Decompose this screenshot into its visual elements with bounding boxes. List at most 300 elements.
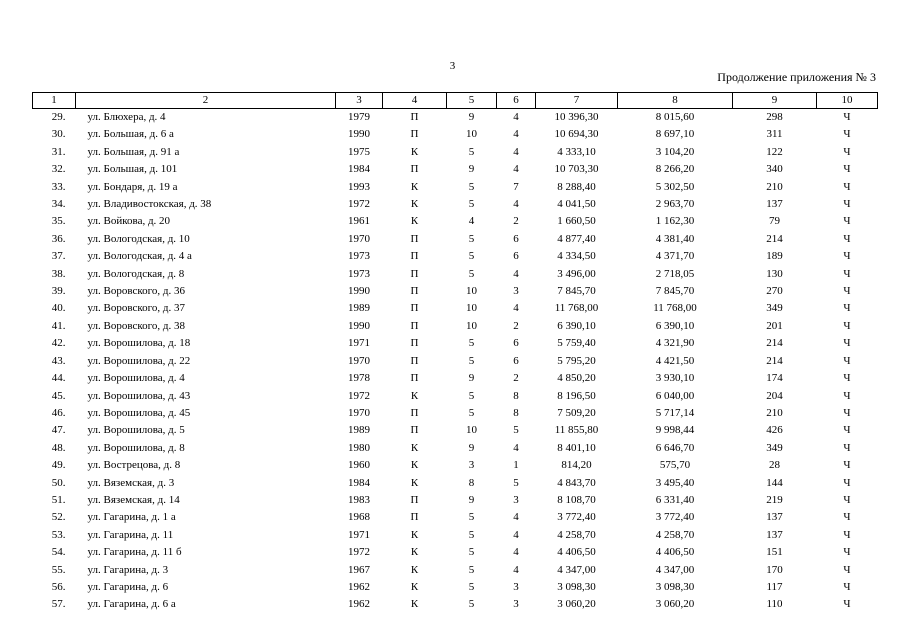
wall-type-cell: П	[410, 128, 419, 141]
table-row	[33, 509, 878, 526]
living-area-cell: 11 768,00	[653, 302, 697, 315]
living-area-cell: 3 098,30	[655, 580, 695, 593]
floors-cell: 5	[468, 406, 475, 419]
header-row	[33, 93, 878, 109]
living-area-cell: 7 845,70	[655, 285, 695, 298]
category-cell: Ч	[843, 128, 851, 141]
living-area-cell: 4 321,90	[655, 337, 695, 350]
build-year-cell: 1970	[348, 354, 370, 367]
residents-cell: 219	[766, 493, 783, 506]
address-cell: ул. Гагарина, д. 11	[87, 528, 174, 541]
entrances-cell: 6	[513, 232, 519, 245]
entrances-cell: 6	[513, 250, 519, 263]
col-header: 10	[817, 93, 878, 109]
build-year-cell: 1978	[348, 372, 370, 385]
build-year-cell: 1980	[348, 441, 370, 454]
row-number-cell: 51.	[51, 493, 66, 506]
col-header: 6	[497, 93, 536, 109]
table-row	[33, 388, 878, 405]
row-number-cell: 38.	[51, 267, 66, 280]
living-area-cell: 6 040,00	[655, 389, 695, 402]
residents-cell: 214	[766, 337, 783, 350]
floors-cell: 5	[468, 145, 475, 158]
total-area-cell: 4 850,20	[557, 372, 596, 385]
address-cell: ул. Ворошилова, д. 8	[87, 441, 185, 454]
entrances-cell: 3	[513, 493, 519, 506]
wall-type-cell: П	[410, 406, 419, 419]
floors-cell: 5	[468, 528, 475, 541]
residents-cell: 137	[766, 198, 783, 211]
wall-type-cell: К	[410, 598, 419, 611]
build-year-cell: 1967	[348, 563, 370, 576]
floors-cell: 5	[468, 546, 475, 559]
living-area-cell: 4 347,00	[655, 563, 695, 576]
total-area-cell: 4 334,50	[557, 250, 596, 263]
address-cell: ул. Вологодская, д. 8	[87, 267, 185, 280]
total-area-cell: 3 772,40	[557, 511, 596, 524]
wall-type-cell: К	[410, 476, 419, 489]
entrances-cell: 4	[513, 163, 519, 176]
category-cell: Ч	[843, 493, 851, 506]
address-cell: ул. Владивостокская, д. 38	[87, 198, 212, 211]
row-number-cell: 37.	[51, 250, 66, 263]
continuation-title: Продолжение приложения № 3	[717, 70, 876, 84]
table-row	[33, 544, 878, 561]
wall-type-cell: К	[410, 215, 419, 228]
total-area-cell: 5 795,20	[557, 354, 596, 367]
floors-cell: 5	[468, 337, 475, 350]
table-row	[33, 422, 878, 439]
table-row	[33, 440, 878, 457]
address-cell: ул. Гагарина, д. 1 а	[87, 511, 176, 524]
table-row	[33, 126, 878, 143]
row-number-cell: 40.	[51, 302, 66, 315]
wall-type-cell: К	[410, 459, 419, 472]
address-cell: ул. Ворошилова, д. 4	[87, 372, 185, 385]
entrances-cell: 7	[513, 180, 519, 193]
residents-cell: 349	[766, 302, 783, 315]
residents-cell: 117	[766, 580, 783, 593]
build-year-cell: 1971	[348, 337, 370, 350]
total-area-cell: 8 401,10	[557, 441, 596, 454]
total-area-cell: 11 768,00	[554, 302, 599, 315]
total-area-cell: 3 496,00	[557, 267, 596, 280]
build-year-cell: 1961	[348, 215, 370, 228]
address-cell: ул. Вострецова, д. 8	[87, 459, 181, 472]
category-cell: Ч	[843, 511, 851, 524]
row-number-cell: 43.	[51, 354, 66, 367]
address-cell: ул. Бондаря, д. 19 а	[87, 180, 178, 193]
build-year-cell: 1960	[348, 459, 370, 472]
row-number-cell: 44.	[51, 372, 66, 385]
category-cell: Ч	[843, 337, 851, 350]
entrances-cell: 2	[513, 215, 519, 228]
row-number-cell: 45.	[51, 389, 66, 402]
residents-cell: 270	[766, 285, 783, 298]
address-cell: ул. Вологодская, д. 10	[87, 232, 190, 245]
category-cell: Ч	[843, 180, 851, 193]
residents-cell: 210	[766, 406, 783, 419]
build-year-cell: 1970	[348, 232, 370, 245]
total-area-cell: 11 855,80	[554, 424, 599, 437]
table-row	[33, 248, 878, 265]
row-number-cell: 30.	[51, 128, 66, 141]
row-number-cell: 47.	[51, 424, 66, 437]
total-area-cell: 7 509,20	[557, 406, 596, 419]
entrances-cell: 3	[513, 598, 519, 611]
address-cell: ул. Блюхера, д. 4	[87, 111, 166, 123]
row-number-cell: 35.	[51, 215, 66, 228]
total-area-cell: 4 333,10	[557, 145, 596, 158]
wall-type-cell: П	[410, 493, 419, 506]
col-header: 1	[33, 93, 76, 109]
table-row	[33, 161, 878, 178]
living-area-cell: 2 963,70	[655, 198, 695, 211]
address-cell: ул. Воровского, д. 36	[87, 285, 185, 298]
floors-cell: 9	[468, 372, 475, 385]
row-number-cell: 42.	[51, 337, 66, 350]
wall-type-cell: К	[410, 389, 419, 402]
table-row	[33, 527, 878, 544]
row-number-cell: 39.	[51, 285, 66, 298]
residents-cell: 210	[766, 180, 783, 193]
living-area-cell: 4 381,40	[655, 232, 695, 245]
entrances-cell: 2	[513, 319, 519, 332]
row-number-cell: 36.	[51, 232, 66, 245]
residents-cell: 122	[766, 145, 783, 158]
floors-cell: 9	[468, 493, 475, 506]
table-row	[33, 266, 878, 283]
floors-cell: 9	[468, 441, 475, 454]
table-row	[33, 196, 878, 213]
floors-cell: 5	[468, 250, 475, 263]
col-header: 4	[383, 93, 447, 109]
total-area-cell: 4 843,70	[557, 476, 596, 489]
entrances-cell: 6	[513, 337, 519, 350]
total-area-cell: 8 196,50	[557, 389, 596, 402]
total-area-cell: 5 759,40	[557, 337, 596, 350]
entrances-cell: 6	[513, 354, 519, 367]
row-number-cell: 33.	[51, 180, 66, 193]
category-cell: Ч	[843, 198, 851, 211]
build-year-cell: 1979	[348, 111, 370, 123]
page-number: 3	[449, 60, 456, 72]
address-cell: ул. Войкова, д. 20	[87, 215, 171, 228]
row-number-cell: 46.	[51, 406, 66, 419]
residents-cell: 298	[766, 111, 783, 123]
build-year-cell: 1962	[348, 598, 370, 611]
category-cell: Ч	[843, 580, 851, 593]
living-area-cell: 1 162,30	[655, 215, 695, 228]
living-area-cell: 3 495,40	[655, 476, 695, 489]
total-area-cell: 10 703,30	[554, 163, 599, 176]
living-area-cell: 4 406,50	[655, 546, 695, 559]
table-row	[33, 144, 878, 161]
category-cell: Ч	[843, 476, 851, 489]
living-area-cell: 6 390,10	[655, 319, 695, 332]
residents-cell: 349	[766, 441, 783, 454]
category-cell: Ч	[843, 354, 851, 367]
floors-cell: 5	[468, 511, 475, 524]
entrances-cell: 4	[513, 128, 519, 141]
residents-cell: 201	[766, 319, 783, 332]
build-year-cell: 1989	[348, 302, 370, 315]
category-cell: Ч	[843, 267, 851, 280]
row-number-cell: 52.	[51, 511, 66, 524]
living-area-cell: 575,70	[659, 459, 691, 472]
floors-cell: 3	[468, 459, 475, 472]
floors-cell: 5	[468, 598, 475, 611]
table-row	[33, 179, 878, 196]
residents-cell: 137	[766, 511, 783, 524]
address-cell: ул. Вяземская, д. 3	[87, 476, 175, 489]
entrances-cell: 1	[513, 459, 519, 472]
category-cell: Ч	[843, 424, 851, 437]
category-cell: Ч	[843, 250, 851, 263]
total-area-cell: 8 288,40	[557, 180, 596, 193]
entrances-cell: 4	[513, 563, 519, 576]
category-cell: Ч	[843, 406, 851, 419]
table-body	[33, 109, 878, 614]
living-area-cell: 3 772,40	[655, 511, 695, 524]
build-year-cell: 1962	[348, 580, 370, 593]
col-header: 2	[76, 93, 336, 109]
floors-cell: 10	[466, 424, 477, 437]
table-row	[33, 475, 878, 492]
build-year-cell: 1990	[348, 319, 370, 332]
wall-type-cell: К	[410, 580, 419, 593]
category-cell: Ч	[843, 163, 851, 176]
residents-cell: 144	[766, 476, 783, 489]
floors-cell: 9	[468, 163, 475, 176]
table-row	[33, 213, 878, 230]
total-area-cell: 1 660,50	[557, 215, 596, 228]
residents-cell: 28	[769, 459, 780, 472]
row-number-cell: 32.	[51, 163, 66, 176]
category-cell: Ч	[843, 441, 851, 454]
wall-type-cell: П	[410, 302, 419, 315]
living-area-cell: 5 302,50	[655, 180, 695, 193]
table-row	[33, 405, 878, 422]
row-number-cell: 49.	[51, 459, 66, 472]
residents-cell: 79	[769, 215, 780, 228]
category-cell: Ч	[843, 546, 851, 559]
living-area-cell: 8 266,20	[655, 163, 695, 176]
category-cell: Ч	[843, 232, 851, 245]
wall-type-cell: П	[410, 319, 419, 332]
total-area-cell: 4 041,50	[557, 198, 596, 211]
floors-cell: 5	[468, 354, 475, 367]
total-area-cell: 4 406,50	[557, 546, 596, 559]
address-cell: ул. Ворошилова, д. 22	[87, 354, 191, 367]
wall-type-cell: П	[410, 424, 419, 437]
wall-type-cell: К	[410, 441, 419, 454]
table-row	[33, 300, 878, 317]
category-cell: Ч	[843, 528, 851, 541]
entrances-cell: 2	[513, 372, 519, 385]
build-year-cell: 1990	[348, 285, 370, 298]
address-cell: ул. Воровского, д. 37	[87, 302, 185, 315]
floors-cell: 10	[466, 302, 477, 315]
build-year-cell: 1975	[348, 145, 370, 158]
living-area-cell: 5 717,14	[655, 406, 695, 419]
address-cell: ул. Вологодская, д. 4 а	[87, 250, 192, 263]
build-year-cell: 1973	[348, 267, 370, 280]
residents-cell: 137	[766, 528, 783, 541]
entrances-cell: 4	[513, 528, 519, 541]
floors-cell: 5	[468, 180, 475, 193]
col-header: 5	[447, 93, 497, 109]
row-number-cell: 34.	[51, 198, 66, 211]
build-year-cell: 1984	[348, 163, 370, 176]
category-cell: Ч	[843, 389, 851, 402]
category-cell: Ч	[843, 319, 851, 332]
total-area-cell: 6 390,10	[557, 319, 596, 332]
address-cell: ул. Гагарина, д. 11 б	[87, 546, 182, 559]
entrances-cell: 4	[513, 145, 519, 158]
residents-cell: 130	[766, 267, 783, 280]
build-year-cell: 1970	[348, 406, 370, 419]
total-area-cell: 4 877,40	[557, 232, 596, 245]
build-year-cell: 1989	[348, 424, 370, 437]
entrances-cell: 5	[513, 476, 519, 489]
address-cell: ул. Ворошилова, д. 45	[87, 406, 191, 419]
row-number-cell: 41.	[51, 319, 66, 332]
col-header: 9	[733, 93, 817, 109]
wall-type-cell: П	[410, 285, 419, 298]
living-area-cell: 3 104,20	[655, 145, 695, 158]
living-area-cell: 6 331,40	[655, 493, 695, 506]
residents-cell: 426	[766, 424, 783, 437]
living-area-cell: 2 718,05	[655, 267, 695, 280]
category-cell: Ч	[843, 459, 851, 472]
residents-cell: 214	[766, 354, 783, 367]
wall-type-cell: К	[410, 546, 419, 559]
housing-table	[32, 92, 878, 614]
residents-cell: 189	[766, 250, 783, 263]
category-cell: Ч	[843, 598, 851, 611]
table-row	[33, 283, 878, 300]
wall-type-cell: П	[410, 232, 419, 245]
row-number-cell: 55.	[51, 563, 66, 576]
row-number-cell: 53.	[51, 528, 66, 541]
residents-cell: 214	[766, 232, 783, 245]
entrances-cell: 4	[513, 111, 519, 123]
row-number-cell: 57.	[51, 598, 66, 611]
wall-type-cell: К	[410, 528, 419, 541]
build-year-cell: 1971	[348, 528, 370, 541]
entrances-cell: 4	[513, 511, 519, 524]
entrances-cell: 5	[513, 424, 519, 437]
residents-cell: 340	[766, 163, 783, 176]
row-number-cell: 48.	[51, 441, 66, 454]
entrances-cell: 3	[513, 580, 519, 593]
entrances-cell: 4	[513, 198, 519, 211]
build-year-cell: 1990	[348, 128, 370, 141]
address-cell: ул. Большая, д. 101	[87, 163, 178, 176]
build-year-cell: 1993	[348, 180, 370, 193]
living-area-cell: 3 060,20	[655, 598, 695, 611]
row-number-cell: 54.	[51, 546, 66, 559]
row-number-cell: 29.	[51, 111, 66, 123]
address-cell: ул. Воровского, д. 38	[87, 319, 185, 332]
residents-cell: 311	[766, 128, 783, 141]
category-cell: Ч	[843, 111, 851, 123]
floors-cell: 4	[468, 215, 475, 228]
wall-type-cell: К	[410, 563, 419, 576]
floors-cell: 10	[466, 319, 477, 332]
total-area-cell: 3 060,20	[557, 598, 596, 611]
residents-cell: 110	[766, 598, 783, 611]
living-area-cell: 3 930,10	[655, 372, 695, 385]
wall-type-cell: П	[410, 511, 419, 524]
category-cell: Ч	[843, 372, 851, 385]
wall-type-cell: П	[410, 267, 419, 280]
total-area-cell: 8 108,70	[557, 493, 596, 506]
build-year-cell: 1972	[348, 546, 370, 559]
category-cell: Ч	[843, 285, 851, 298]
col-header: 7	[536, 93, 618, 109]
table-row	[33, 596, 878, 613]
category-cell: Ч	[843, 145, 851, 158]
address-cell: ул. Гагарина, д. 6	[87, 580, 169, 593]
wall-type-cell: П	[410, 354, 419, 367]
entrances-cell: 8	[513, 406, 519, 419]
wall-type-cell: П	[410, 111, 419, 123]
floors-cell: 5	[468, 267, 475, 280]
wall-type-cell: П	[410, 372, 419, 385]
floors-cell: 10	[466, 285, 477, 298]
table-row	[33, 109, 878, 127]
living-area-cell: 4 421,50	[655, 354, 695, 367]
living-area-cell: 6 646,70	[655, 441, 695, 454]
floors-cell: 5	[468, 232, 475, 245]
floors-cell: 8	[468, 476, 475, 489]
address-cell: ул. Большая, д. 6 а	[87, 128, 174, 141]
wall-type-cell: К	[410, 180, 419, 193]
total-area-cell: 10 694,30	[554, 128, 599, 141]
floors-cell: 5	[468, 563, 475, 576]
entrances-cell: 4	[513, 267, 519, 280]
floors-cell: 5	[468, 389, 475, 402]
table-row	[33, 231, 878, 248]
table-row	[33, 492, 878, 509]
table-row	[33, 457, 878, 474]
floors-cell: 9	[468, 111, 475, 123]
living-area-cell: 9 998,44	[655, 424, 695, 437]
total-area-cell: 10 396,30	[554, 111, 599, 123]
build-year-cell: 1984	[348, 476, 370, 489]
address-cell: ул. Большая, д. 91 а	[87, 145, 180, 158]
row-number-cell: 50.	[51, 476, 66, 489]
residents-cell: 151	[766, 546, 783, 559]
row-number-cell: 31.	[51, 145, 66, 158]
entrances-cell: 4	[513, 441, 519, 454]
table-row	[33, 370, 878, 387]
living-area-cell: 8 697,10	[655, 128, 695, 141]
address-cell: ул. Ворошилова, д. 5	[87, 424, 185, 437]
living-area-cell: 4 371,70	[655, 250, 695, 263]
total-area-cell: 4 258,70	[557, 528, 596, 541]
floors-cell: 5	[468, 580, 475, 593]
address-cell: ул. Ворошилова, д. 18	[87, 337, 191, 350]
col-header: 3	[336, 93, 383, 109]
total-area-cell: 7 845,70	[557, 285, 596, 298]
build-year-cell: 1972	[348, 389, 370, 402]
build-year-cell: 1972	[348, 198, 370, 211]
table-row	[33, 562, 878, 579]
living-area-cell: 4 258,70	[655, 528, 695, 541]
